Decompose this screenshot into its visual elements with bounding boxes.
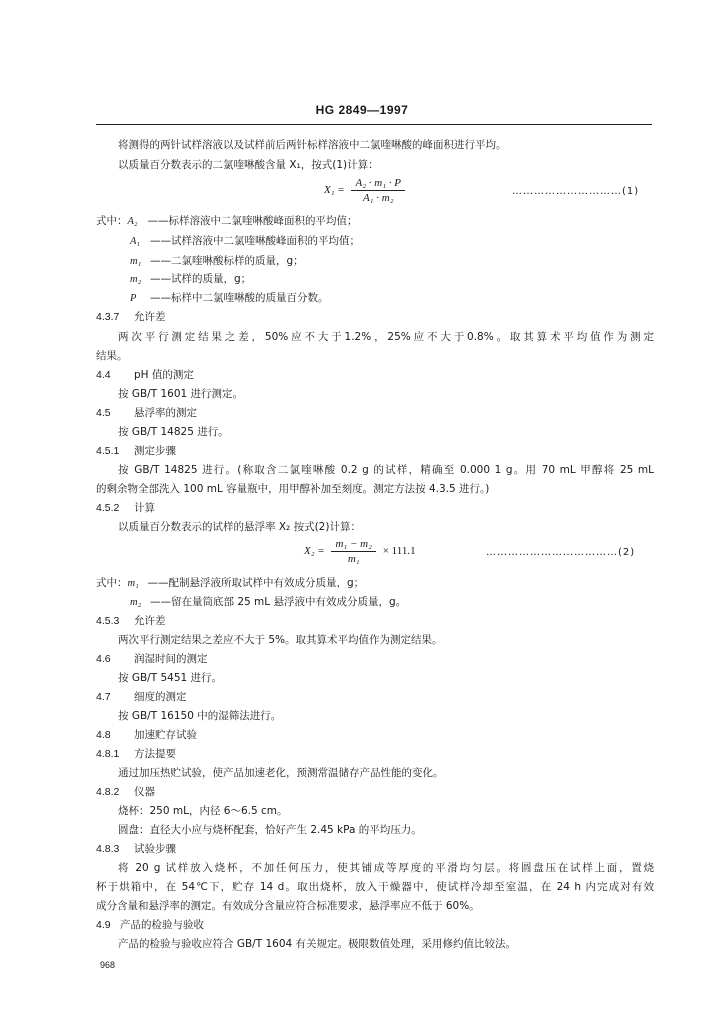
section-4-9-heading: 4.9 产品的检验与验收: [96, 919, 204, 931]
formula-1-lhs: X₁ =: [324, 184, 345, 197]
formula-2-fraction: [331, 538, 375, 565]
where1-item-1: 式中：A₂ ——标样溶液中二氯喹啉酸峰面积的平均值；: [96, 215, 358, 227]
page-number: 968: [100, 960, 116, 970]
section-4-8-2-heading: 4.8.2 仪器: [96, 786, 155, 798]
section-4-6-heading: 4.6 润湿时间的测定: [96, 653, 208, 665]
section-4-6-body: 按 GB/T 5451 进行。: [118, 672, 223, 684]
section-4-8-3-heading: 4.8.3 试验步骤: [96, 843, 176, 855]
formula-1-numerator: A₂ · m₁ · P: [351, 177, 405, 191]
section-4-8-2-body-2: 圆盘：直径大小应与烧杯配套，恰好产生 2.45 kPa 的平均压力。: [118, 824, 422, 836]
section-4-5-body: 按 GB/T 14825 进行。: [118, 426, 229, 438]
formula-1: [324, 177, 409, 204]
section-4-3-7-body-1: 两次平行测定结果之差，50%应不大于1.2%，25%应不大于0.8%。取其算术平均值作为测定: [118, 331, 654, 343]
header-rule: [96, 124, 652, 125]
intro-line-1: 将测得的两针试样溶液以及试样前后两针标样溶液中二氯喹啉酸的峰面积进行平均。: [118, 139, 507, 151]
formula-2-tag: (2): [618, 547, 636, 558]
formula-1-fraction: [351, 177, 405, 204]
standard-header: HG 2849—1997: [315, 103, 409, 117]
where1-item-4: m₂ ——试样的质量，g；: [130, 273, 252, 285]
section-4-8-3-body-1: 将 20 g 试样放入烧杯，不加任何压力，使其铺成等厚度的平滑均匀层。将圆盘压在试样上面，置烧: [118, 862, 654, 874]
formula-2-leader: ………………………………(2): [486, 547, 636, 558]
section-4-8-1-body: 通过加压热贮试验，使产品加速老化，预测常温储存产品性能的变化。: [118, 767, 444, 779]
where1-item-2: A₁ ——试样溶液中二氯喹啉酸峰面积的平均值；: [130, 235, 360, 247]
formula-2-lhs: X₂ =: [304, 545, 325, 558]
section-4-3-7-heading: 4.3.7 允许差: [96, 311, 166, 323]
section-4-5-1-body-1: 按 GB/T 14825 进行。(称取含二氯喹啉酸 0.2 g 的试样，精确至 0.000 1 g。用 70 mL 甲醇将 25 mL: [118, 464, 654, 476]
section-4-8-1-heading: 4.8.1 方法提要: [96, 748, 176, 760]
where2-item-1: 式中：m₁ ——配制悬浮液所取试样中有效成分质量，g；: [96, 577, 365, 589]
section-4-3-7-body-2: 结果。: [96, 350, 128, 362]
section-4-8-2-body-1: 烧杯：250 mL，内径 6～6.5 cm。: [118, 805, 288, 817]
section-4-5-1-body-2: 的剩余物全部洗入 100 mL 容量瓶中，用甲醇补加至刻度。测定方法按 4.3.5 进行。): [96, 483, 490, 495]
section-4-5-1-heading: 4.5.1 测定步骤: [96, 445, 176, 457]
where1-item-3: m₁ ——二氯喹啉酸标样的质量，g；: [130, 255, 304, 267]
formula-1-denominator: A₁ · m₂: [362, 192, 394, 204]
section-4-9-body: 产品的检验与验收应符合 GB/T 1604 有关规定。极限数值处理，采用修约值比较法。: [118, 938, 517, 950]
formula-1-leader: …………………………(1): [512, 186, 640, 197]
section-4-7-body: 按 GB/T 16150 中的湿筛法进行。: [118, 710, 282, 722]
section-4-5-2-body: 以质量百分数表示的试样的悬浮率 X₂ 按式(2)计算：: [118, 521, 361, 533]
section-4-5-3-heading: 4.5.3 允许差: [96, 615, 166, 627]
section-4-8-3-body-2: 杯于烘箱中，在 54℃下，贮存 14 d。取出烧杯，放入干燥器中，使试样冷却至室温，在 24 h 内完成对有效: [96, 881, 654, 893]
section-4-5-2-heading: 4.5.2 计算: [96, 502, 155, 514]
section-4-4-heading: 4.4 pH 值的测定: [96, 369, 194, 381]
formula-2: [304, 538, 416, 565]
section-4-7-heading: 4.7 细度的测定: [96, 691, 187, 703]
formula-2-denominator: m₁: [347, 553, 360, 565]
section-4-5-heading: 4.5 悬浮率的测定: [96, 407, 197, 419]
formula-2-tail: × 111.1: [382, 545, 416, 558]
section-4-8-heading: 4.8 加速贮存试验: [96, 729, 197, 741]
section-4-8-3-body-3: 成分含量和悬浮率的测定。有效成分含量应符合标准要求，悬浮率应不低于 60%。: [96, 900, 480, 912]
formula-2-numerator: m₁ − m₂: [331, 538, 375, 552]
where1-item-5: P ——标样中二氯喹啉酸的质量百分数。: [130, 292, 329, 304]
where2-item-2: m₂ ——留在量筒底部 25 mL 悬浮液中有效成分质量，g。: [130, 596, 407, 608]
formula-1-tag: (1): [622, 186, 640, 197]
section-4-4-body: 按 GB/T 1601 进行测定。: [118, 388, 244, 400]
intro-line-2: 以质量百分数表示的二氯喹啉酸含量 X₁，按式(1)计算：: [118, 159, 379, 171]
section-4-5-3-body: 两次平行测定结果之差应不大于 5%。取其算术平均值作为测定结果。: [118, 634, 443, 646]
